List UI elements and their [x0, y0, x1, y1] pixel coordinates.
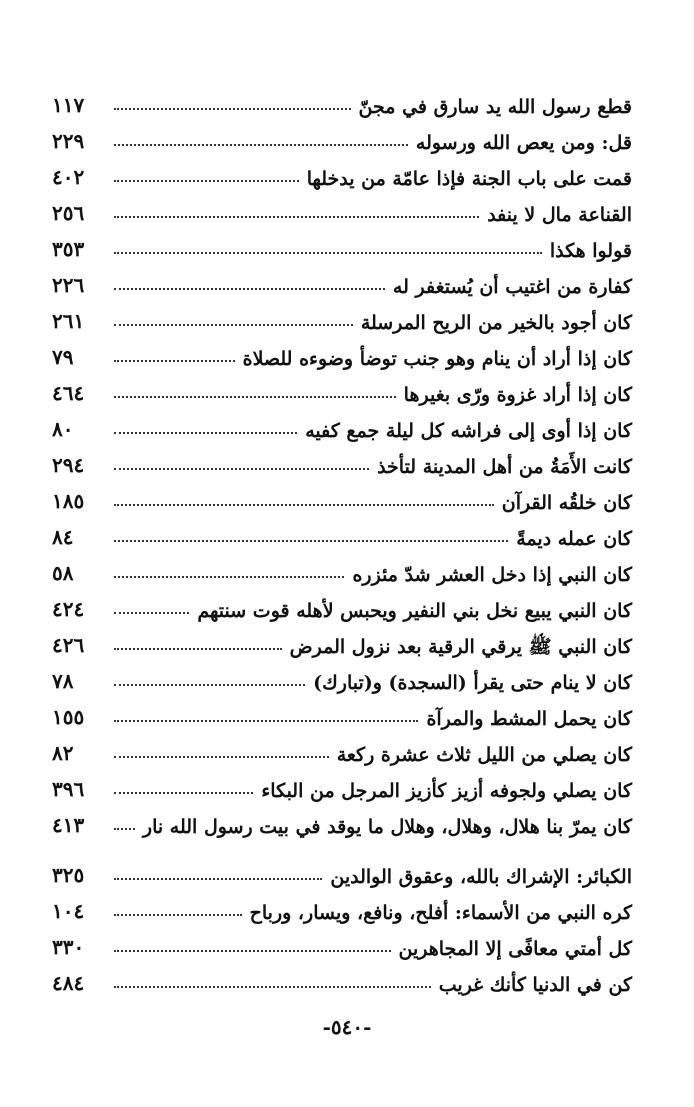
index-entry — [52, 340, 632, 376]
dot-leader — [114, 180, 299, 182]
index-entry — [52, 736, 632, 772]
dot-leader — [114, 950, 391, 952]
entry-page-number: ٨٢ — [52, 741, 74, 765]
index-entry — [52, 88, 632, 124]
index-entry — [52, 808, 632, 844]
entry-text: كان يمرّ بنا هلال، وهلال، وهلال ما يوقد في بيت رسول الله نار — [142, 816, 632, 838]
index-entry — [52, 772, 632, 808]
index-entry — [52, 196, 632, 232]
index-entry — [52, 592, 632, 628]
entry-page-number: ١٥٥ — [52, 705, 85, 729]
dot-leader — [114, 756, 329, 758]
dot-leader — [114, 432, 297, 434]
entry-page-number: ٣٢٥ — [52, 863, 85, 887]
entry-text: كان لا ينام حتى يقرأ (السجدة) و(تبارك) — [313, 672, 632, 694]
dot-leader — [114, 648, 282, 650]
entry-text: كان النبي إذا دخل العشر شدّ مئزره — [352, 564, 632, 586]
entry-text: كان يصلي ولجوفه أزيز كأزيز المرجل من البكاء — [261, 780, 632, 802]
entry-text: كره النبي من الأسماء: أفلح، ونافع، ويسار، ورباح — [249, 902, 632, 924]
entry-page-number: ٤٨٤ — [52, 971, 85, 995]
entry-text: القناعة مال لا ينفد — [487, 204, 632, 226]
entry-page-number: ٤٢٤ — [52, 597, 85, 621]
entry-page-number: ٣٥٣ — [52, 237, 85, 261]
entry-page-number: ٧٩ — [52, 345, 74, 369]
entry-text: كان يحمل المشط والمرآة — [426, 708, 632, 730]
index-entry — [52, 930, 632, 966]
dot-leader — [114, 288, 385, 290]
entry-page-number: ٤٦٤ — [52, 381, 85, 405]
entry-text: كفارة من اغتيب أن يُستغفر له — [392, 276, 632, 298]
entry-text: قل: ومن يعص الله ورسوله — [415, 132, 632, 154]
dot-leader — [114, 504, 494, 506]
page-footer-number: -٥٤٠- — [322, 1015, 372, 1039]
entry-page-number: ٢٢٦ — [52, 273, 85, 297]
dot-leader — [114, 878, 322, 880]
dot-leader — [114, 576, 344, 578]
entry-page-number: ١٨٥ — [52, 489, 85, 513]
dot-leader — [114, 612, 189, 614]
entry-text: الكبائر: الإشراك بالله، وعقوق الوالدين — [330, 866, 632, 888]
entry-page-number: ٣٣٠ — [52, 935, 85, 959]
entry-text: كانت الأَمَةُ من أهل المدينة لتأخذ — [377, 456, 632, 478]
entry-page-number: ١١٧ — [52, 93, 85, 117]
index-entry — [52, 304, 632, 340]
entry-page-number: ٤١٣ — [52, 813, 85, 837]
entry-text: كان إذا أراد غزوة ورّى بغيرها — [403, 384, 632, 406]
index-list — [52, 88, 632, 1002]
entry-page-number: ٨٤ — [52, 525, 74, 549]
entry-text: قمت على باب الجنة فإذا عامّة من يدخلها — [306, 168, 632, 190]
entry-text: كان يصلي من الليل ثلاث عشرة ركعة — [336, 744, 632, 766]
dot-leader — [114, 828, 135, 830]
entry-text: كان إذا أوى إلى فراشه كل ليلة جمع كفيه — [305, 420, 632, 442]
dot-leader — [114, 144, 408, 146]
dot-leader — [114, 540, 508, 542]
dot-leader — [114, 360, 235, 362]
dot-leader — [114, 914, 242, 916]
entry-page-number: ٥٨ — [52, 561, 74, 585]
index-entry — [52, 520, 632, 556]
index-entry — [52, 858, 632, 894]
entry-text: كان أجود بالخير من الريح المرسلة — [360, 312, 632, 334]
entry-page-number: ٧٨ — [52, 669, 74, 693]
entry-text: كان خلقُه القرآن — [501, 492, 632, 514]
entry-text: كان النبي يبيع نخل بني النفير ويحبس لأهله قوت سنتهم — [197, 600, 632, 622]
index-entry — [52, 664, 632, 700]
entry-text: قولوا هكذا — [549, 240, 632, 262]
entry-page-number: ٨٠ — [52, 417, 74, 441]
dot-leader — [114, 792, 253, 794]
entry-page-number: ٢٥٦ — [52, 201, 85, 225]
index-entry — [52, 160, 632, 196]
index-entry — [52, 700, 632, 736]
index-entry — [52, 966, 632, 1002]
dot-leader — [114, 396, 396, 398]
entry-text: كان عمله ديمةً — [516, 528, 632, 550]
dot-leader — [114, 986, 431, 988]
entry-page-number: ٤٢٦ — [52, 633, 85, 657]
dot-leader — [114, 468, 369, 470]
entry-text: قطع رسول الله يد سارق في مجنّ — [358, 96, 632, 118]
index-entry — [52, 376, 632, 412]
entry-page-number: ٣٩٦ — [52, 777, 85, 801]
entry-page-number: ٢٢٩ — [52, 129, 85, 153]
dot-leader — [114, 720, 418, 722]
index-entry — [52, 894, 632, 930]
entry-page-number: ٢٩٤ — [52, 453, 85, 477]
entry-text: كل أمتي معافًى إلا المجاهرين — [398, 938, 632, 960]
index-entry — [52, 484, 632, 520]
index-entry — [52, 556, 632, 592]
entry-text: كان النبي ﷺ يرقي الرقية بعد نزول المرض — [289, 636, 632, 658]
entry-page-number: ١٠٤ — [52, 899, 85, 923]
index-entry — [52, 412, 632, 448]
entry-text: كان إذا أراد أن ينام وهو جنب توضأ وضوءه للصلاة — [242, 348, 632, 370]
index-entry — [52, 124, 632, 160]
dot-leader — [114, 252, 542, 254]
dot-leader — [114, 108, 351, 110]
index-entry — [52, 268, 632, 304]
dot-leader — [114, 324, 353, 326]
index-entry — [52, 628, 632, 664]
dot-leader — [114, 684, 305, 686]
index-entry — [52, 232, 632, 268]
entry-text: كن في الدنيا كأنك غريب — [438, 974, 632, 996]
entry-page-number: ٤٠٢ — [52, 165, 85, 189]
dot-leader — [114, 216, 479, 218]
entry-page-number: ٢٦١ — [52, 309, 85, 333]
index-entry — [52, 448, 632, 484]
